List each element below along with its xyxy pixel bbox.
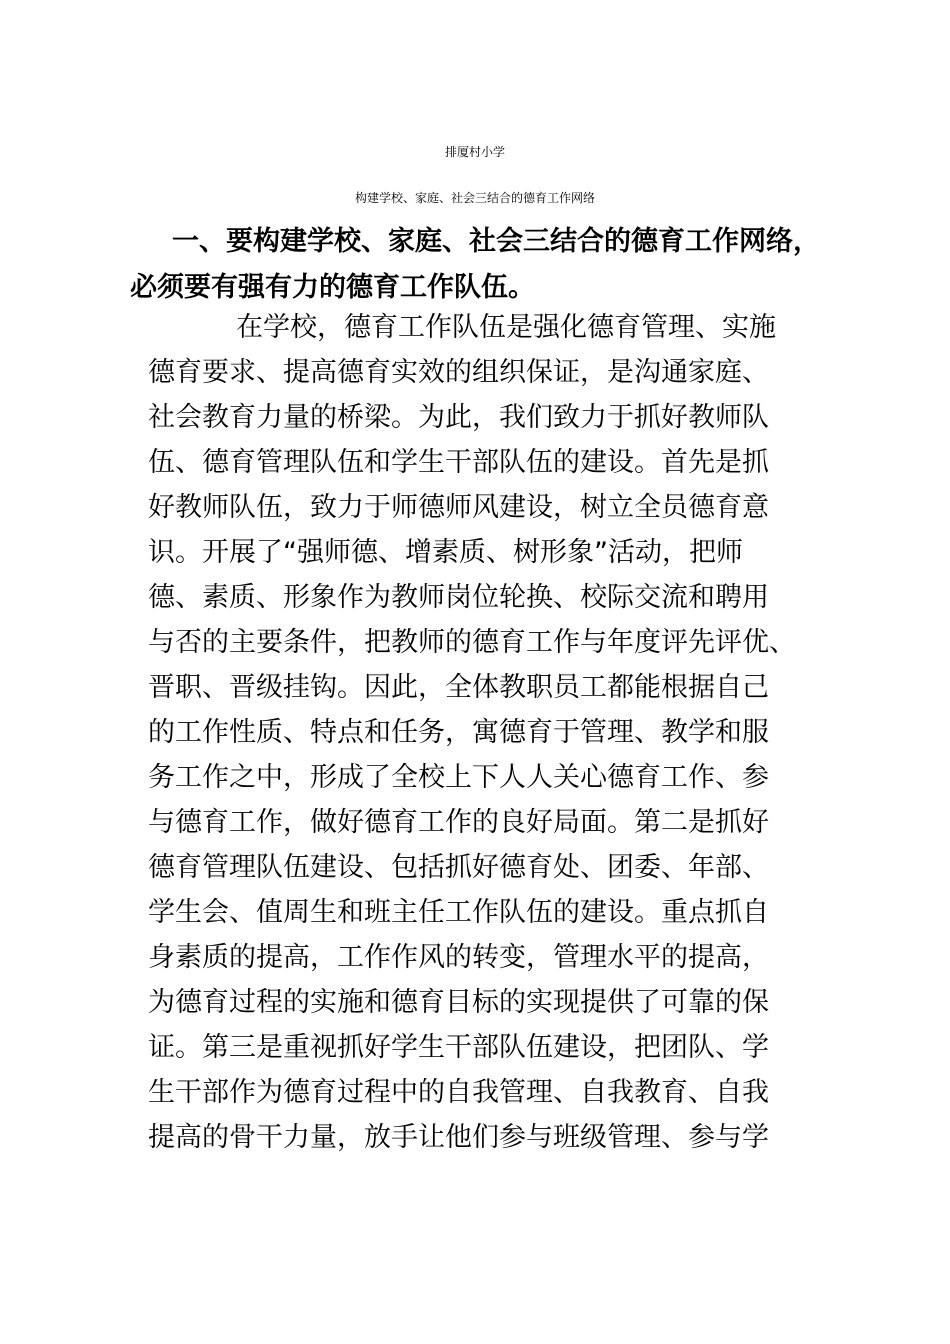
paragraph-line: 学生会、值周生和班主任工作队伍的建设。重点抓自 xyxy=(148,897,769,928)
paragraph-line: 德育管理队伍建设、包括抓好德育处、团委、年部、 xyxy=(148,852,769,883)
paragraph-line: 生干部作为德育过程中的自我管理、自我教育、自我 xyxy=(148,1077,769,1108)
paragraph-line: 与否的主要条件，把教师的德育工作与年度评先评优、 xyxy=(148,627,796,658)
paragraph-line: 为德育过程的实施和德育目标的实现提供了可靠的保 xyxy=(148,987,769,1018)
paragraph-line: 在学校，德育工作队伍是强化德育管理、实施 xyxy=(236,312,776,343)
section-heading-line: 必须要有强有力的德育工作队伍。 xyxy=(130,272,535,303)
paragraph-line: 身素质的提高，工作作风的转变，管理水平的提高， xyxy=(148,942,769,973)
paragraph-line: 与德育工作，做好德育工作的良好局面。第二是抓好 xyxy=(148,807,769,838)
paragraph-line: 伍、德育管理队伍和学生干部队伍的建设。首先是抓 xyxy=(148,447,769,478)
document-title: 构建学校、家庭、社会三结合的德育工作网络 xyxy=(354,191,595,205)
school-name: 排厦村小学 xyxy=(444,145,505,159)
paragraph-line: 证。第三是重视抓好学生干部队伍建设，把团队、学 xyxy=(148,1032,769,1063)
paragraph-line: 识。开展了“强师德、增素质、树形象”活动，把师 xyxy=(148,537,743,568)
section-heading-line: 一、要构建学校、家庭、社会三结合的德育工作网络， xyxy=(172,226,820,257)
paragraph-line: 德、素质、形象作为教师岗位轮换、校际交流和聘用 xyxy=(148,582,769,613)
paragraph-line: 好教师队伍，致力于师德师风建设，树立全员德育意 xyxy=(148,492,769,523)
paragraph-line: 务工作之中，形成了全校上下人人关心德育工作、参 xyxy=(148,762,769,793)
paragraph-line: 晋职、晋级挂钩。因此，全体教职员工都能根据自己 xyxy=(148,672,769,703)
paragraph-line: 社会教育力量的桥梁。为此，我们致力于抓好教师队 xyxy=(148,402,769,433)
paragraph-line: 德育要求、提高德育实效的组织保证，是沟通家庭、 xyxy=(148,357,769,388)
paragraph-line: 提高的骨干力量，放手让他们参与班级管理、参与学 xyxy=(148,1122,769,1153)
paragraph-line: 的工作性质、特点和任务，寓德育于管理、教学和服 xyxy=(148,717,769,748)
